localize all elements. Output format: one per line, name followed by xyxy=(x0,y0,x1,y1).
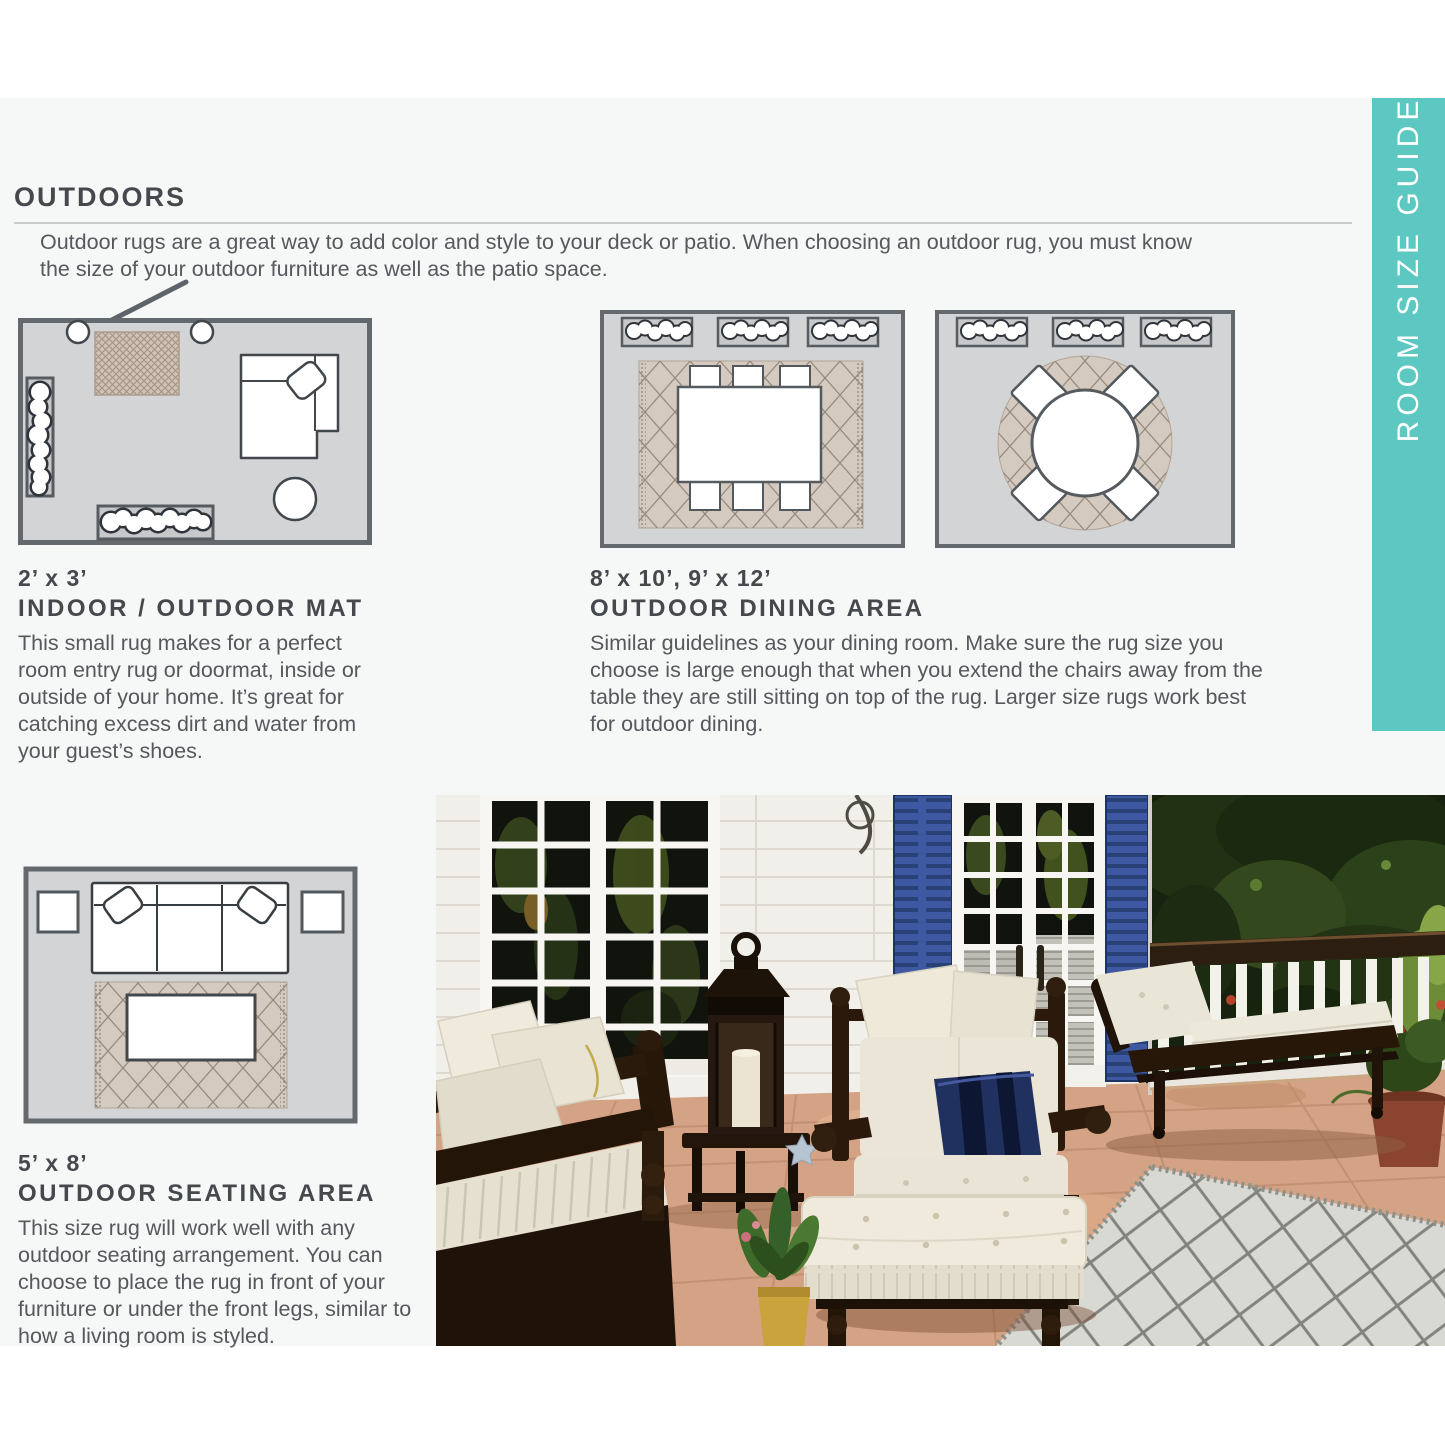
section-title: OUTDOOR SEATING AREA xyxy=(18,1180,377,1207)
divider xyxy=(14,222,1352,224)
diagram-dining-round-rug xyxy=(935,310,1235,548)
diagram-dining-rect-rug xyxy=(600,310,905,548)
intro-text: Outdoor rugs are a great way to add color and style to your deck or patio. When choosing an outdoor rug, you must know the size of your outdoor furniture as well as the patio space. xyxy=(40,230,1193,281)
page-title: OUTDOORS xyxy=(14,182,187,212)
navy-striped-pillow xyxy=(934,1071,1042,1169)
room-size-guide-tab xyxy=(1372,95,1445,731)
armchair-left xyxy=(436,1001,676,1346)
sofa xyxy=(92,883,288,973)
round-dining-table xyxy=(1032,390,1138,496)
rug-size-label: 5’ x 8’ xyxy=(18,1150,88,1176)
section-body: Similar guidelines as your dining room. Make sure the rug size you choose is large enough that when you extend the chairs away from the table they are still sitting on top of the rug. Larger size rugs work best for outdoor dining. xyxy=(590,631,1263,737)
room-size-guide-tab-label: ROOM SIZE GUIDE xyxy=(1391,95,1425,443)
side-table xyxy=(38,892,78,932)
side-table xyxy=(302,892,343,932)
patio-photo xyxy=(436,795,1445,1346)
round-side-table xyxy=(274,478,316,520)
diagram-outdoor-seating xyxy=(18,864,363,1126)
light-fixture xyxy=(191,321,213,343)
section-body: This small rug makes for a perfect room entry rug or doormat, inside or outside of your home. It’s great for catching excess dirt and water from your guest’s shoes. xyxy=(18,631,361,764)
light-fixture xyxy=(67,321,89,343)
section-title: INDOOR / OUTDOOR MAT xyxy=(18,595,364,622)
dining-table xyxy=(678,387,821,482)
section-outdoor-seating xyxy=(18,1150,416,1350)
coffee-table xyxy=(127,995,255,1060)
section-indoor-outdoor-mat xyxy=(18,565,380,765)
rug-size-label: 8’ x 10’, 9’ x 12’ xyxy=(590,565,772,591)
section-outdoor-dining xyxy=(590,565,1265,738)
section-title: OUTDOOR DINING AREA xyxy=(590,595,925,622)
diagram-indoor-outdoor-mat xyxy=(18,318,372,545)
section-body: This size rug will work well with any outdoor seating arrangement. You can choose to place the rug in front of your furniture or under the front legs, similar to how a living room is styled. xyxy=(18,1216,412,1349)
rug-size-label: 2’ x 3’ xyxy=(18,565,88,591)
